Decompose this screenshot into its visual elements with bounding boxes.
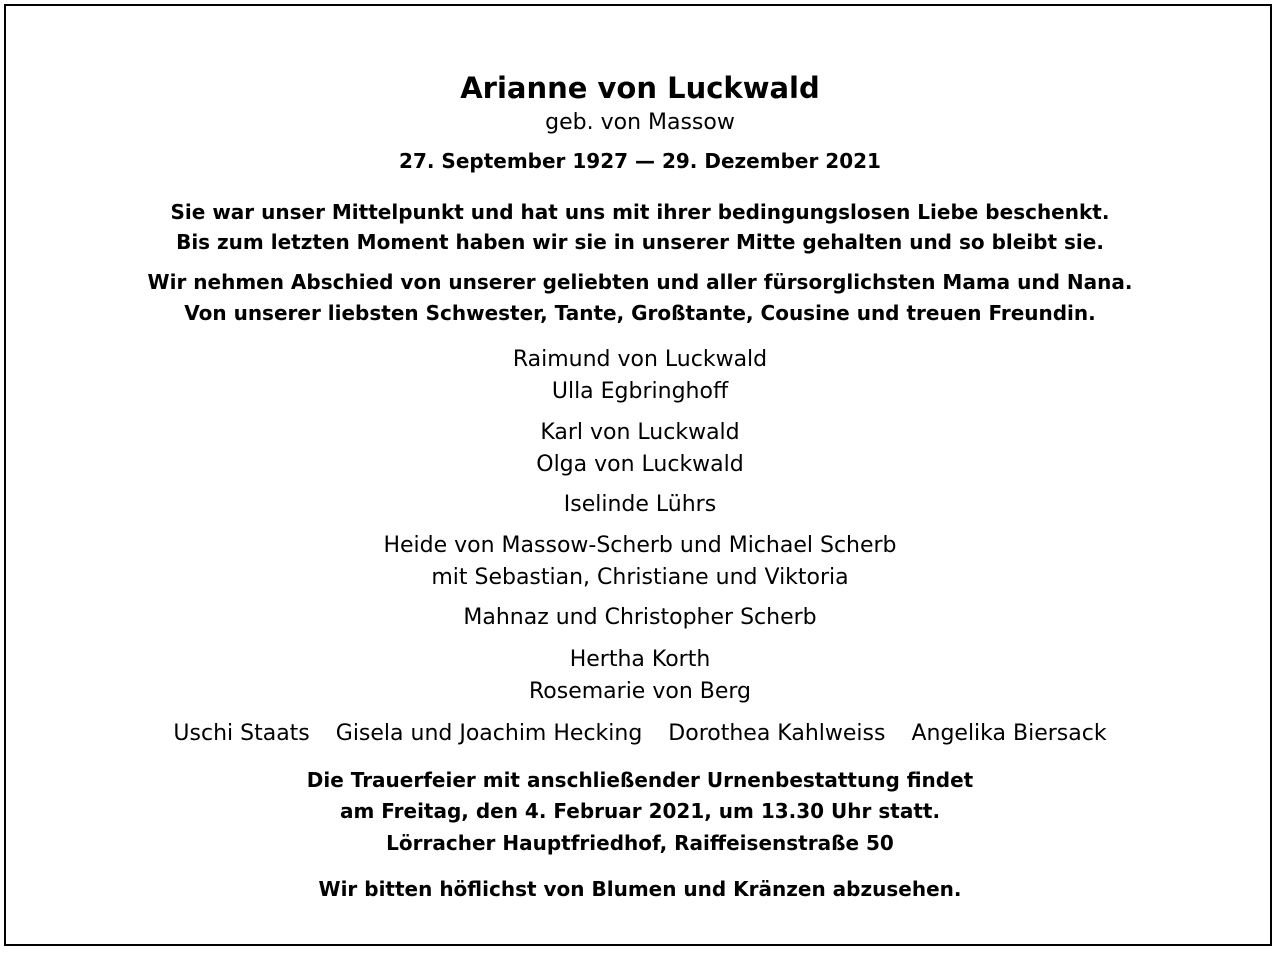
friend-name: Angelika Biersack <box>911 721 1107 746</box>
mourner-name: Karl von Luckwald <box>540 420 740 445</box>
closing-request: Wir bitten höflichst von Blumen und Kränzen abzusehen. <box>318 877 962 901</box>
friend-name: Gisela und Joachim Hecking <box>335 721 643 746</box>
mourner-name: Ulla Egbringhoff <box>551 379 729 404</box>
service-info-line: Die Trauerfeier mit anschließender Urnenbestattung findet <box>306 768 974 792</box>
farewell-line: Wir nehmen Abschied von unserer geliebten und aller fürsorglichsten Mama und Nana. <box>147 270 1133 294</box>
service-location: Lörracher Hauptfriedhof, Raiffeisenstraße 50 <box>386 831 894 855</box>
life-dates: 27. September 1927 — 29. Dezember 2021 <box>399 149 881 173</box>
mourner-name: Raimund von Luckwald <box>512 347 768 372</box>
friend-name: Dorothea Kahlweiss <box>668 721 886 746</box>
mourner-name: Iselinde Lührs <box>563 492 717 517</box>
mourner-name: mit Sebastian, Christiane und Viktoria <box>431 565 849 590</box>
friend-name: Uschi Staats <box>173 721 310 746</box>
tribute-line: Bis zum letzten Moment haben wir sie in unserer Mitte gehalten und so bleibt sie. <box>176 230 1104 254</box>
mourner-name: Rosemarie von Berg <box>528 679 752 704</box>
mourner-name: Mahnaz und Christopher Scherb <box>463 605 817 630</box>
mourner-name: Hertha Korth <box>569 647 711 672</box>
deceased-name: Arianne von Luckwald <box>460 71 820 105</box>
service-info-line: am Freitag, den 4. Februar 2021, um 13.30 Uhr statt. <box>339 799 941 823</box>
mourner-name: Heide von Massow-Scherb und Michael Scherb <box>383 533 897 558</box>
birth-name: geb. von Massow <box>545 110 735 135</box>
mourner-name: Olga von Luckwald <box>536 452 744 477</box>
friends-row <box>0 723 1280 745</box>
tribute-line: Sie war unser Mittelpunkt und hat uns mit ihrer bedingungslosen Liebe beschenkt. <box>170 200 1110 224</box>
farewell-line: Von unserer liebsten Schwester, Tante, Großtante, Cousine und treuen Freundin. <box>184 301 1096 325</box>
